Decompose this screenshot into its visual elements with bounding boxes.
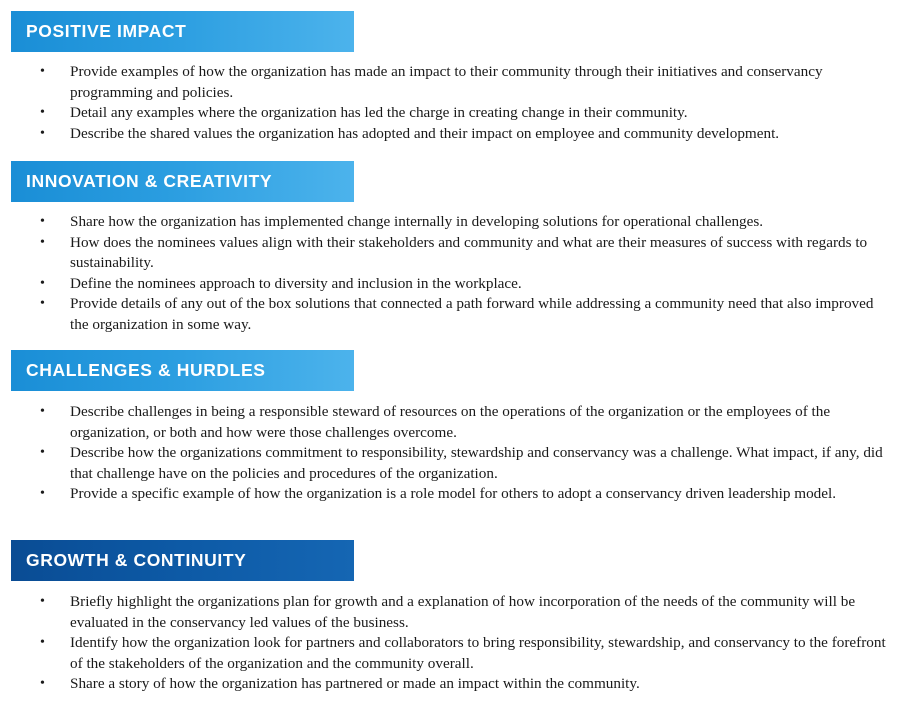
section-heading-innovation-creativity bbox=[11, 161, 354, 202]
list-item bbox=[0, 674, 914, 695]
list-item bbox=[0, 274, 914, 295]
bullet-list-innovation-creativity bbox=[0, 212, 914, 335]
bullet-icon: • bbox=[40, 275, 45, 291]
list-item-text: Describe how the organizations commitment to responsibility, stewardship and conservancy was a challenge. What impact, if any, did that challenge have on the policies and procedures of the organization. bbox=[70, 444, 883, 482]
list-item bbox=[0, 294, 914, 335]
bullet-icon: • bbox=[40, 594, 45, 609]
bullet-list-challenges-hurdles bbox=[0, 402, 914, 505]
bullet-icon: • bbox=[40, 234, 45, 250]
section-heading-positive-impact bbox=[11, 11, 354, 52]
list-item-text: Define the nominees approach to diversity and inclusion in the workplace. bbox=[70, 274, 522, 292]
list-item bbox=[0, 212, 914, 233]
section-heading-label: POSITIVE IMPACT bbox=[26, 21, 187, 41]
bullet-icon: • bbox=[40, 635, 45, 650]
list-item bbox=[0, 592, 914, 633]
bullet-icon: • bbox=[40, 296, 45, 311]
section-heading-label: GROWTH & CONTINUITY bbox=[26, 550, 247, 570]
list-item bbox=[0, 124, 914, 145]
list-item-text: Provide a specific example of how the organization is a role model for others to adopt a conservancy driven leadership model. bbox=[70, 485, 837, 502]
section-heading-label: INNOVATION & CREATIVITY bbox=[26, 171, 273, 191]
list-item-text: Provide examples of how the organization has made an impact to their community through their initiatives and conservancy programming and policies. bbox=[70, 63, 823, 101]
list-item bbox=[0, 62, 914, 103]
section-heading-label: CHALLENGES & HURDLES bbox=[26, 360, 266, 380]
list-item-text: How does the nominees values align with their stakeholders and community and what are their measures of success with regards to sustainability. bbox=[70, 233, 868, 271]
list-item bbox=[0, 402, 914, 443]
bullet-list-growth-continuity bbox=[0, 592, 914, 695]
list-item-text: Detail any examples where the organization has led the charge in creating change in their community. bbox=[70, 104, 688, 121]
section-heading-growth-continuity bbox=[11, 540, 354, 581]
bullet-icon: • bbox=[40, 486, 45, 501]
bullet-list-positive-impact bbox=[0, 62, 914, 144]
list-item-text: Share a story of how the organization has partnered or made an impact within the community. bbox=[70, 675, 640, 692]
bullet-icon: • bbox=[40, 445, 45, 460]
list-item-text: Identify how the organization look for partners and collaborators to bring responsibility, stewardship, and conservancy to the forefront of the stakeholders of the organization and the community overall. bbox=[70, 634, 886, 672]
list-item bbox=[0, 443, 914, 484]
bullet-icon: • bbox=[40, 125, 45, 141]
list-item-text: Briefly highlight the organizations plan for growth and a explanation of how incorporation of the needs of the community will be evaluated in the conservancy led values of the business. bbox=[70, 593, 856, 631]
list-item-text: Describe the shared values the organization has adopted and their impact on employee and community development. bbox=[70, 124, 780, 142]
section-heading-challenges-hurdles bbox=[11, 350, 354, 391]
list-item bbox=[0, 233, 914, 274]
bullet-icon: • bbox=[40, 64, 45, 79]
list-item-text: Provide details of any out of the box solutions that connected a path forward while addressing a community need that also improved the organization in some way. bbox=[70, 295, 874, 333]
list-item-text: Describe challenges in being a responsible steward of resources on the operations of the organization or the employees of the organization, or both and how were those challenges overcome. bbox=[70, 403, 831, 441]
bullet-icon: • bbox=[40, 105, 45, 120]
list-item-text: Share how the organization has implemented change internally in developing solutions for operational challenges. bbox=[70, 213, 764, 230]
bullet-icon: • bbox=[40, 404, 45, 419]
list-item bbox=[0, 103, 914, 124]
bullet-icon: • bbox=[40, 214, 45, 229]
bullet-icon: • bbox=[40, 676, 45, 691]
list-item bbox=[0, 484, 914, 505]
list-item bbox=[0, 633, 914, 674]
